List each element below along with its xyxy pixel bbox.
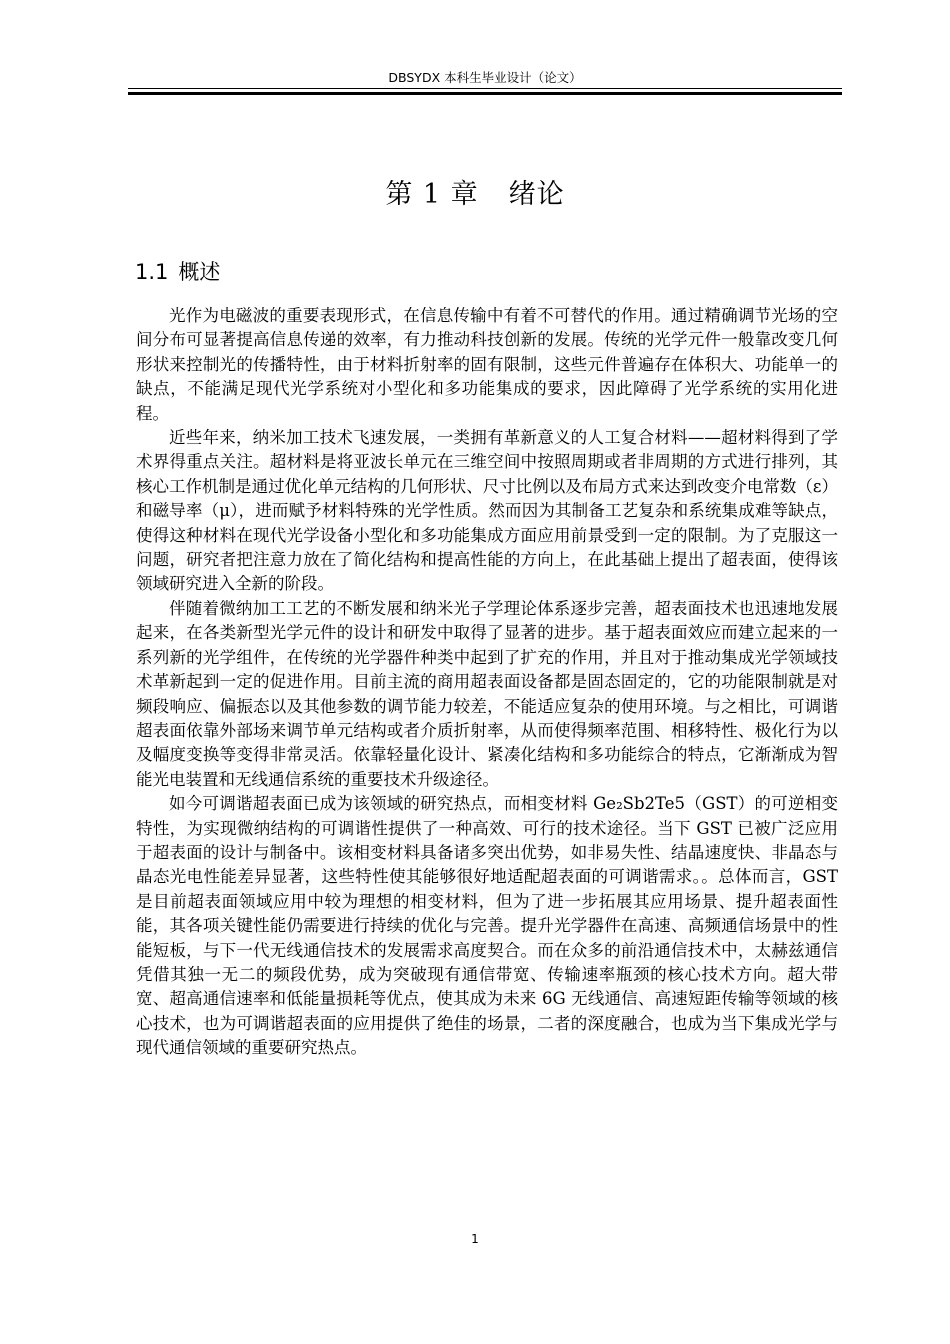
chapter-number: 第 1 章 <box>385 179 479 210</box>
chapter-heading <box>0 172 950 211</box>
section-title: 概述 <box>178 260 221 284</box>
section-number: 1.1 <box>135 260 169 284</box>
running-header: DBSYDX 本科生毕业设计（论文） <box>388 70 582 85</box>
header-rule-thin <box>128 88 842 89</box>
page-number: 1 <box>471 1232 479 1246</box>
paragraph-4: 如今可调谐超表面已成为该领域的研究热点，而相变材料 Ge₂Sb2Te5（GST）的可逆相变特性，为实现微纳结构的可调谐性提供了一种高效、可行的技术途径。当下 GST 已被广泛应用于超表面的设计与制备中。该相变材料具备诸多突出优势，如非易失性、结晶速度快、非晶态与晶态光电性能差异显著，这些特性使其能够很好地适配超表面的可调谐需求。。总体而言，GST 是目前超表面领域应用中较为理想的相变材料，但为了进一步拓展其应用场景、提升超表面性能，其各项关键性能仍需要进行持续的优化与完善。提升光学器件在高速、高频通信场景中的性能短板，与下一代无线通信技术的发展需求高度契合。而在众多的前沿通信技术中，太赫兹通信凭借其独一无二的频段优势，成为突破现有通信带宽、传输速率瓶颈的核心技术方向。超大带宽、超高通信速率和低能量损耗等优点，使其成为未来 6G 无线通信、高速短距传输等领域的核心技术，也为可调谐超表面的应用提供了绝佳的场景，二者的深度融合，也成为当下集成光学与现代通信领域的重要研究热点。 <box>136 794 838 1058</box>
body-text <box>136 304 838 1061</box>
paragraph-1: 光作为电磁波的重要表现形式，在信息传输中有着不可替代的作用。通过精确调节光场的空间分布可显著提高信息传递的效率，有力推动科技创新的发展。传统的光学元件一般靠改变几何形状来控制光的传播特性，由于材料折射率的固有限制，这些元件普遍存在体积大、功能单一的缺点，不能满足现代光学系统对小型化和多功能集成的要求，因此障碍了光学系统的实用化进程。 <box>136 306 838 423</box>
paragraph-3: 伴随着微纳加工工艺的不断发展和纳米光子学理论体系逐步完善，超表面技术也迅速地发展起来，在各类新型光学元件的设计和研发中取得了显著的进步。基于超表面效应而建立起来的一系列新的光学组件，在传统的光学器件种类中起到了扩充的作用，并且对于推动集成光学领域技术革新起到一定的促进作用。目前主流的商用超表面设备都是固态固定的，它的功能限制就是对频段响应、偏振态以及其他参数的调节能力较差，不能适应复杂的使用环境。与之相比，可调谐超表面依靠外部场来调节单元结构或者介质折射率，从而使得频率范围、相移特性、极化行为以及幅度变换等变得非常灵活。依靠轻量化设计、紧凑化结构和多功能综合的特点，它渐渐成为智能光电装置和无线通信系统的重要技术升级途径。 <box>136 598 838 789</box>
paragraph-2: 近些年来，纳米加工技术飞速发展，一类拥有革新意义的人工复合材料——超材料得到了学术界得重点关注。超材料是将亚波长单元在三维空间中按照周期或者非周期的方式进行排列，其核心工作机制是通过优化单元结构的几何形状、尺寸比例以及布局方式来达到改变介电常数（ε）和磁导率（μ），进而赋予材料特殊的光学性质。然而因为其制备工艺复杂和系统集成难等缺点，使得这种材料在现代光学设备小型化和多功能集成方面应用前景受到一定的限制。为了克服这一问题，研究者把注意力放在了简化结构和提高性能的方向上，在此基础上提出了超表面，使得该领域研究进入全新的阶段。 <box>136 428 838 594</box>
chapter-title: 绪论 <box>508 179 565 210</box>
section-heading <box>135 256 220 286</box>
header-rule-thick <box>128 92 842 95</box>
